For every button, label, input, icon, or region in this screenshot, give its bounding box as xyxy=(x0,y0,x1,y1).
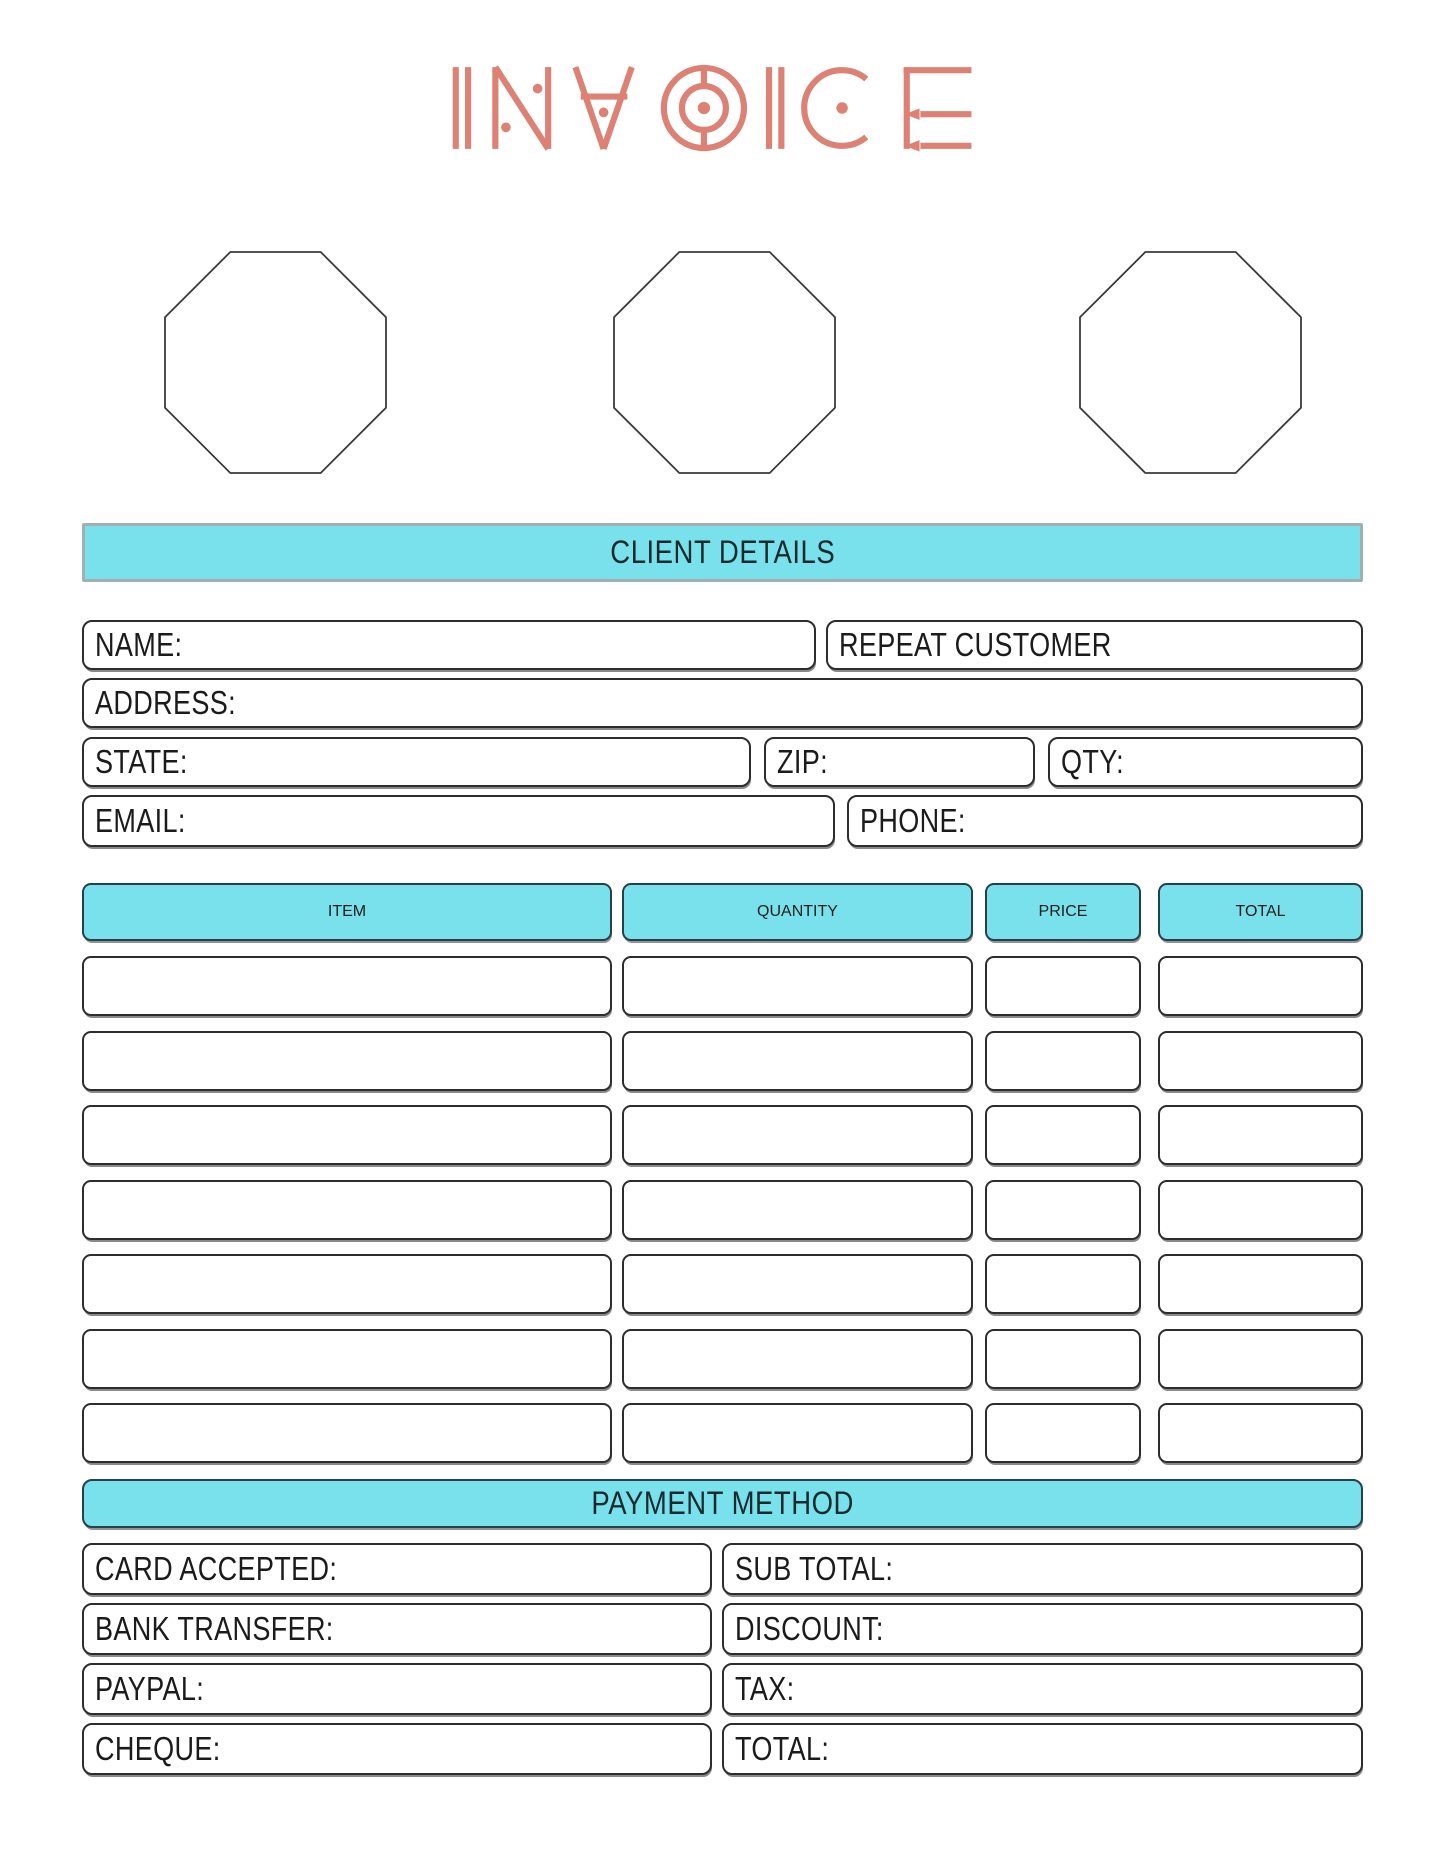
item-row xyxy=(82,1329,1363,1389)
item-cell-qty[interactable] xyxy=(622,1180,973,1240)
address-field-label: ADDRESS: xyxy=(95,684,236,721)
tax-field-label: TAX: xyxy=(735,1670,795,1707)
state-field-label: STATE: xyxy=(95,743,188,780)
repeat-customer-field-label: REPEAT CUSTOMER xyxy=(839,626,1112,663)
client-details-heading: CLIENT DETAILS xyxy=(610,534,835,570)
grand-total-field[interactable] xyxy=(722,1723,1363,1775)
item-header-label: ITEM xyxy=(327,903,367,920)
address-field[interactable] xyxy=(82,678,1363,728)
discount-field[interactable] xyxy=(722,1603,1363,1655)
phone-field-label: PHONE: xyxy=(860,802,966,839)
qty-field-label: QTY: xyxy=(1061,743,1124,780)
item-cell-price[interactable] xyxy=(985,1180,1141,1240)
sub-total-field[interactable] xyxy=(722,1543,1363,1595)
name-field[interactable] xyxy=(82,620,816,670)
item-cell-item[interactable] xyxy=(82,1329,612,1389)
invoice-logo xyxy=(428,64,1008,152)
bank-transfer-field[interactable] xyxy=(82,1603,712,1655)
item-cell-item[interactable] xyxy=(82,1031,612,1091)
item-cell-item[interactable] xyxy=(82,1105,612,1165)
sub-total-field-label: SUB TOTAL: xyxy=(735,1550,894,1587)
octagon-placeholder-2 xyxy=(612,250,837,475)
paypal-field-label: PAYPAL: xyxy=(95,1670,205,1707)
card-accepted-field[interactable] xyxy=(82,1543,712,1595)
email-field[interactable] xyxy=(82,795,835,847)
email-field-label: EMAIL: xyxy=(95,802,186,839)
item-cell-qty[interactable] xyxy=(622,1031,973,1091)
item-row xyxy=(82,1403,1363,1463)
item-row xyxy=(82,1031,1363,1091)
card-accepted-field-label: CARD ACCEPTED: xyxy=(95,1550,338,1587)
repeat-customer-field[interactable] xyxy=(826,620,1363,670)
price-column-header xyxy=(985,883,1141,941)
zip-field-label: ZIP: xyxy=(777,743,828,780)
name-field-label: NAME: xyxy=(95,626,183,663)
cheque-field[interactable] xyxy=(82,1723,712,1775)
item-cell-price[interactable] xyxy=(985,1403,1141,1463)
item-cell-total[interactable] xyxy=(1158,1180,1363,1240)
item-cell-price[interactable] xyxy=(985,956,1141,1016)
cheque-field-label: CHEQUE: xyxy=(95,1730,221,1767)
octagon-placeholder-1 xyxy=(163,250,388,475)
item-cell-total[interactable] xyxy=(1158,1254,1363,1314)
state-field[interactable] xyxy=(82,737,751,787)
item-row xyxy=(82,1254,1363,1314)
item-row xyxy=(82,1180,1363,1240)
item-row xyxy=(82,956,1363,1016)
item-cell-qty[interactable] xyxy=(622,1329,973,1389)
item-cell-qty[interactable] xyxy=(622,1254,973,1314)
item-cell-total[interactable] xyxy=(1158,1403,1363,1463)
item-cell-total[interactable] xyxy=(1158,1329,1363,1389)
item-cell-total[interactable] xyxy=(1158,1031,1363,1091)
item-cell-qty[interactable] xyxy=(622,1105,973,1165)
item-cell-price[interactable] xyxy=(985,1105,1141,1165)
item-cell-total[interactable] xyxy=(1158,956,1363,1016)
qty-field[interactable] xyxy=(1048,737,1363,787)
bank-transfer-field-label: BANK TRANSFER: xyxy=(95,1610,334,1647)
quantity-header-label: QUANTITY xyxy=(757,903,838,920)
item-cell-item[interactable] xyxy=(82,1180,612,1240)
discount-field-label: DISCOUNT: xyxy=(735,1610,884,1647)
total-header-label: TOTAL xyxy=(1235,903,1286,920)
item-cell-qty[interactable] xyxy=(622,956,973,1016)
client-details-header xyxy=(82,523,1363,582)
payment-method-heading: PAYMENT METHOD xyxy=(591,1485,854,1521)
item-cell-price[interactable] xyxy=(985,1254,1141,1314)
items-header-row xyxy=(82,883,1363,941)
total-column-header xyxy=(1158,883,1363,941)
payment-method-header xyxy=(82,1479,1363,1528)
quantity-column-header xyxy=(622,883,973,941)
item-cell-price[interactable] xyxy=(985,1031,1141,1091)
octagon-placeholder-3 xyxy=(1078,250,1303,475)
item-column-header xyxy=(82,883,612,941)
item-cell-qty[interactable] xyxy=(622,1403,973,1463)
item-row xyxy=(82,1105,1363,1165)
tax-field[interactable] xyxy=(722,1663,1363,1715)
item-rows xyxy=(82,956,1363,1478)
item-cell-item[interactable] xyxy=(82,1403,612,1463)
grand-total-field-label: TOTAL: xyxy=(735,1730,830,1767)
zip-field[interactable] xyxy=(764,737,1035,787)
item-cell-price[interactable] xyxy=(985,1329,1141,1389)
item-cell-total[interactable] xyxy=(1158,1105,1363,1165)
price-header-label: PRICE xyxy=(1038,903,1088,920)
paypal-field[interactable] xyxy=(82,1663,712,1715)
phone-field[interactable] xyxy=(847,795,1363,847)
item-cell-item[interactable] xyxy=(82,1254,612,1314)
item-cell-item[interactable] xyxy=(82,956,612,1016)
